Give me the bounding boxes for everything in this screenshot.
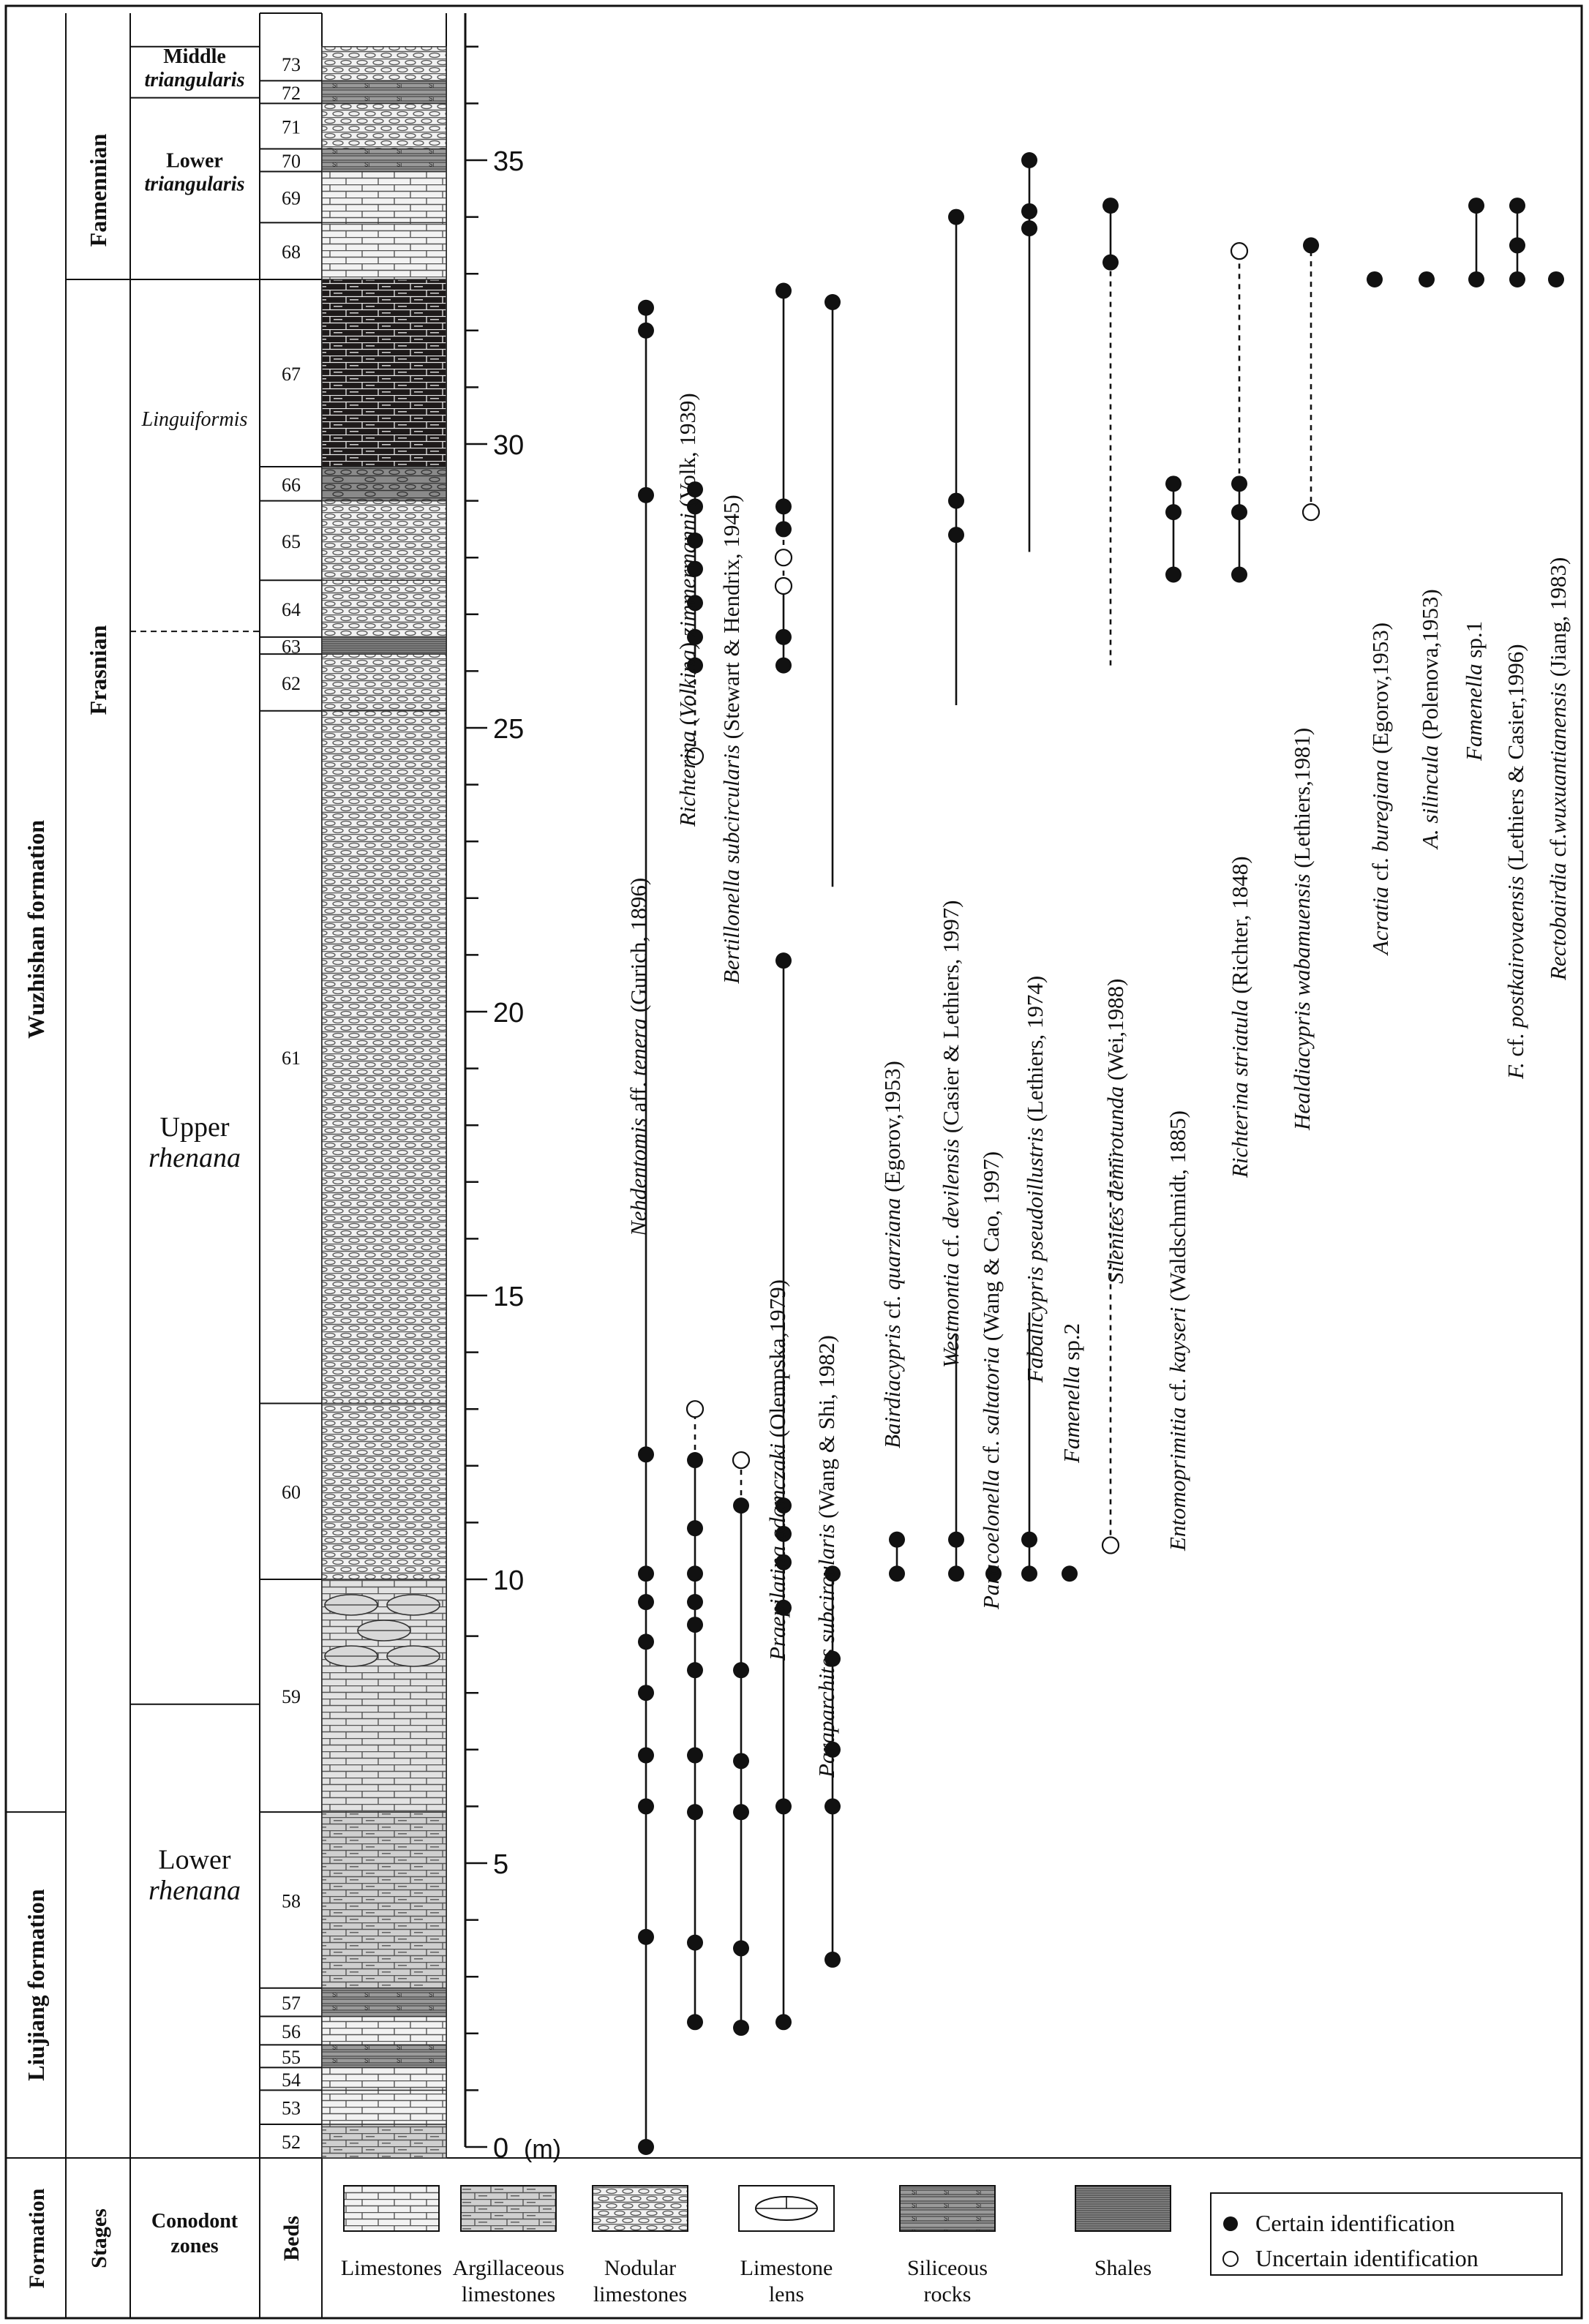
taxon-name-part: (Lethiers & Casier,1996) [1503,644,1528,876]
bed-66-lithology [322,467,446,501]
axis-tick-label: 20 [493,998,525,1028]
taxon-name [1461,621,1487,761]
certain-occurrence [948,1565,964,1582]
bed-number: 71 [282,116,301,138]
bed-number: 60 [282,1481,301,1503]
taxon-range [1227,243,1252,1178]
zone-line2: rhenana [149,1875,241,1906]
axis-unit: (m) [524,2135,561,2163]
certain-occurrence [638,1929,654,1945]
certain-occurrence [687,1594,703,1610]
certain-occurrence [889,1565,905,1582]
uncertain-occurrence [775,549,792,565]
bed-number: 53 [282,2097,301,2119]
bed-55-lithology [322,2045,446,2067]
legend-swatch-nodular [593,2186,688,2231]
legend-label: Nodular [604,2256,677,2280]
certain-occurrence [733,1497,749,1513]
conodont-zone-label [149,1845,241,1906]
uncertain-legend-label: Uncertain identification [1255,2245,1479,2271]
certain-occurrence [1468,271,1484,287]
certain-occurrence [948,209,964,225]
certain-occurrence [1021,152,1037,168]
taxon-name-part: tenera [626,1018,651,1077]
certain-occurrence [733,1940,749,1956]
taxon-range [1545,271,1571,981]
taxon-name-part: Famenella [1059,1366,1084,1463]
taxon-name-part: cf. [1545,833,1571,863]
taxon-name-part: cf. [879,1290,905,1325]
bed-number: 62 [282,672,301,694]
taxon-name-part: Acratia [1367,887,1393,955]
certain-occurrence [1548,271,1564,287]
certain-occurrence [775,658,792,674]
taxon-range [1289,237,1319,1131]
legend-label: limestones [593,2282,688,2306]
certain-occurrence [733,1753,749,1769]
taxon-name-part: Praepilatina adamczaki [765,1443,790,1661]
bed-70-lithology [322,148,446,171]
conodont-zone-label [149,1112,241,1173]
certain-occurrence [687,1565,703,1582]
certain-occurrence [733,1662,749,1678]
bed-68-lithology [322,222,446,279]
certain-occurrence [687,1662,703,1678]
certain-legend-label: Certain identification [1255,2210,1455,2236]
zone-line1: Lower [158,1844,231,1876]
taxon-range [1503,198,1528,1080]
bed-53-lithology [322,2090,446,2124]
taxon-name-part: Volkina [675,650,700,718]
certain-occurrence [638,1594,654,1610]
certain-occurrence [638,1446,654,1462]
certain-occurrence [687,1935,703,1951]
zone-line1: Upper [159,1112,230,1143]
zone-line1: Middle [163,45,226,68]
certain-occurrence [824,1798,841,1814]
axis-tick-label: 0 [493,2133,509,2164]
certain-occurrence [638,1685,654,1701]
beds-header: Beds [279,2216,304,2261]
taxon-range [1102,198,1128,1553]
taxon-name-part: Fabalicypris pseudoillustris [1022,1127,1048,1383]
certain-occurrence [775,498,792,514]
taxon-name-part: Healdiacypris wabamuensis [1289,873,1315,1130]
taxon-name [1022,976,1048,1383]
taxon-name-part: (Casier & Lethiers, 1997) [938,900,963,1139]
taxon-range [1461,198,1487,761]
bed-number: 57 [282,1993,301,2015]
certain-occurrence [1102,255,1119,271]
taxon-name-part: Rectobairdia [1545,862,1571,980]
legend-label: Siliceous [907,2256,988,2280]
legend-label: limestones [461,2282,556,2306]
formation-header: Formation [25,2188,49,2289]
conodont-zone-label [145,150,245,196]
certain-occurrence [638,1798,654,1814]
taxon-range [675,393,703,2030]
taxon-range [718,494,749,2036]
legend-label: Shales [1094,2256,1152,2280]
taxon-name-part: ) [675,636,700,650]
formation-name: Liujiang formation [23,1889,49,2081]
bed-number: 61 [282,1048,301,1069]
taxon-name [626,878,651,1237]
stratigraphic-columns [6,45,304,2289]
uncertain-occurrence [1102,1537,1119,1553]
taxon-name-part: (Egorov,1953) [879,1061,905,1198]
taxon-name-part: cf. [978,1434,1004,1470]
taxon-range [765,282,792,2030]
uncertain-legend-icon [1223,2252,1238,2266]
certain-occurrence [733,1804,749,1820]
certain-occurrence [733,2020,749,2036]
conodont-zones-header-line1: Conodont [151,2210,238,2233]
bed-67-lithology [322,279,446,467]
stages-header: Stages [87,2208,111,2268]
taxon-name-part: Westmontia [938,1263,963,1368]
taxon-name-part: postkairovaensis [1503,876,1528,1028]
taxon-name-part: (Volk, 1939) [675,393,700,514]
certain-occurrence [1021,1532,1037,1548]
uncertain-occurrence [1231,243,1247,259]
bed-number: 58 [282,1890,301,1912]
bed-number: 64 [282,599,301,621]
certain-occurrence [687,1748,703,1764]
axis-tick-label: 10 [493,1565,525,1596]
certain-occurrence [889,1532,905,1548]
zone-line2: rhenana [149,1143,241,1174]
certain-occurrence [1021,220,1037,236]
bed-69-lithology [322,172,446,223]
taxon-name-part: Silenites demirotunda [1102,1086,1128,1284]
axis-tick-label: 35 [493,146,525,177]
taxon-name-part: wuxuantianensis [1545,682,1571,834]
taxon-name-part: cf. [938,1228,963,1263]
certain-occurrence [1303,237,1319,253]
taxon-name [938,900,963,1368]
bed-63-lithology [322,637,446,654]
taxon-name-part: (Jiang, 1983) [1545,557,1571,683]
taxon-name-part: quarziana [879,1197,905,1290]
taxon-range [1367,271,1393,956]
conodont-zone-label [141,408,248,431]
certain-occurrence [1165,475,1182,492]
taxon-name-part: aff. [626,1076,651,1118]
taxon-name-part: Bertillonella subcircularis [718,745,744,984]
bed-number: 66 [282,474,301,496]
taxon-name-part: (Wei,1988) [1102,978,1128,1086]
certain-occurrence [775,2014,792,2030]
taxon-name [1165,1110,1190,1552]
taxon-name-part: ( [675,718,700,732]
legend-swatch-siliceous [900,2186,995,2231]
uncertain-occurrence [1303,504,1319,520]
taxon-name [718,494,744,984]
figure-frame [6,6,1582,2319]
bed-54-lithology [322,2067,446,2090]
taxon-name-part: zimmermanni [675,513,700,636]
certain-occurrence [638,487,654,503]
taxon-name-part: sp.1 [1461,620,1487,664]
taxon-name-part: saltatoria [978,1346,1004,1435]
taxon-name-part: (Stewart & Hendrix, 1945) [718,494,744,745]
taxon-range [1417,271,1443,850]
certain-occurrence [1231,475,1247,492]
outer-border [6,6,1582,2318]
certain-occurrence [1165,504,1182,520]
legend-label: Limestones [340,2256,443,2280]
bed-number: 55 [282,2046,301,2068]
certain-occurrence [638,1633,654,1650]
certain-occurrence [1509,237,1525,253]
bed-number: 63 [282,636,301,658]
bed-62-lithology [322,654,446,711]
bed-58-lithology [322,1812,446,1988]
conodont-zones-header [151,2210,238,2257]
taxon-name [1545,557,1571,981]
taxon-name-part: devilensis [938,1138,963,1229]
axis-tick-label: 5 [493,1849,509,1880]
bed-72-lithology [322,80,446,103]
legend-label: Limestone [740,2256,833,2280]
bed-number: 72 [282,82,301,104]
legend-swatch-argillaceous [461,2186,556,2231]
taxon-name [879,1061,905,1448]
taxon-name [1367,623,1393,956]
taxon-range [938,209,964,1582]
certain-occurrence [948,527,964,543]
legend-label: lens [768,2282,805,2306]
axis-tick-label: 25 [493,714,525,745]
taxon-name-part: Famenella [1461,663,1487,761]
bed-number: 70 [282,151,301,172]
taxon-name-part: (Olempska,1979) [765,1279,790,1443]
bed-number: 67 [282,364,301,385]
taxon-name [1503,644,1528,1080]
taxon-name-part: cf. [1503,1027,1528,1063]
taxon-name-part: (Egorov,1953) [1367,622,1393,760]
certain-occurrence [775,282,792,298]
taxon-range [1059,1323,1084,1582]
taxon-range [1165,475,1190,1552]
taxon-name-part: buregiana [1367,759,1393,852]
taxon-name-part: Richterina striatula [1227,999,1252,1178]
taxon-name [1059,1323,1084,1464]
taxon-name [765,1279,790,1661]
taxon-name-part: Paracoelonella [978,1469,1004,1609]
certain-occurrence [638,323,654,339]
axis-tick-label: 30 [493,430,525,461]
certain-occurrence [1509,198,1525,214]
bed-73-lithology [322,47,446,81]
certain-occurrence [638,1565,654,1582]
conodont-zone-label [145,45,245,91]
certain-occurrence [775,629,792,645]
taxon-name [1227,856,1252,1178]
bed-60-lithology [322,1403,446,1579]
certain-occurrence [638,1748,654,1764]
certain-occurrence [687,1452,703,1468]
uncertain-occurrence [775,578,792,594]
bed-number: 73 [282,54,301,76]
certain-occurrence [1062,1565,1078,1582]
bed-number: 59 [282,1686,301,1708]
certain-occurrence [1367,271,1383,287]
zone-line2: triangularis [144,68,245,91]
certain-occurrence [638,300,654,316]
uncertain-occurrence [687,1401,703,1417]
certain-occurrence [1231,504,1247,520]
bed-number: 54 [282,2069,301,2091]
bed-52-lithology [322,2124,446,2158]
bed-56-lithology [322,2017,446,2045]
legend-swatch-shale [1075,2186,1171,2231]
taxon-name-part: (Gurich, 1896) [626,877,651,1018]
taxon-ranges [626,152,1571,2155]
taxon-name-part: (Waldschmidt, 1885) [1165,1110,1190,1307]
taxon-range [879,1061,905,1582]
conodont-zones-header-line2: zones [170,2235,219,2257]
certain-occurrence [1509,271,1525,287]
taxon-name [675,393,700,827]
taxon-name-part: Entomoprimitia [1165,1407,1190,1551]
zone-line2: triangularis [144,173,245,196]
taxon-name-part: (Wang & Shi, 1982) [814,1335,839,1524]
certain-occurrence [1231,566,1247,582]
certain-occurrence [1021,203,1037,219]
legend-label: Argillaceous [452,2256,565,2280]
stage-name: Frasnian [85,625,111,715]
taxon-range [1021,152,1048,1582]
uncertain-occurrence [733,1452,749,1468]
bed-64-lithology [322,580,446,637]
certain-occurrence [687,1617,703,1633]
legend [341,2186,1562,2306]
certain-occurrence [1468,198,1484,214]
certain-occurrence [948,493,964,509]
taxon-name-part: F. [1503,1062,1528,1079]
bed-number: 56 [282,2020,301,2042]
taxon-name-part: (Polenova,1953) [1417,589,1443,745]
taxon-name-part: (Lethiers,1981) [1289,727,1315,874]
bed-71-lithology [322,103,446,148]
taxon-name-part: (Richter, 1848) [1227,856,1252,1000]
certain-occurrence [1419,271,1435,287]
axis-tick-label: 15 [493,1282,525,1312]
taxon-name-part: cf. [1165,1372,1190,1407]
taxon-name [814,1335,839,1778]
legend-swatch-limestone [344,2186,439,2231]
lithologic-column [260,13,446,2158]
certain-occurrence [1165,566,1182,582]
bed-number: 69 [282,187,301,209]
depth-axis [465,13,561,2164]
taxon-name [1289,728,1315,1131]
taxon-name-part: cf. [1367,851,1393,887]
certain-occurrence [687,1520,703,1536]
certain-occurrence [1021,1565,1037,1582]
bed-number: 68 [282,241,301,263]
certain-occurrence [775,952,792,969]
bed-61-lithology [322,711,446,1404]
zone-line1: Lower [166,149,223,173]
bed-number: 65 [282,530,301,552]
certain-occurrence [775,521,792,537]
taxon-name-part: (Lethiers, 1974) [1022,975,1048,1128]
taxon-name-part: Richterina [675,731,700,827]
taxon-name [978,1151,1004,1610]
certain-occurrence [638,2139,654,2155]
taxon-range [814,294,841,1968]
certain-legend-icon [1223,2216,1238,2231]
certain-occurrence [824,1952,841,1968]
certain-occurrence [824,294,841,310]
zone-line2: Linguiformis [141,407,248,431]
taxon-name-part: (Wang & Cao, 1997) [978,1151,1004,1347]
bed-57-lithology [322,1988,446,2017]
taxon-name-part: kayseri [1165,1306,1190,1373]
formation-name: Wuzhishan formation [23,819,49,1039]
taxon-name-part: A. silincula [1417,745,1443,849]
taxon-name [1102,979,1128,1284]
taxon-name-part: Bairdiacypris [879,1324,905,1448]
legend-label: rocks [923,2282,972,2306]
bed-65-lithology [322,501,446,581]
certain-occurrence [775,1798,792,1814]
taxon-name-part: Paraparchites subcircularis [814,1524,839,1778]
taxon-range [978,1151,1004,1610]
stage-name: Famennian [85,133,111,247]
taxon-name [1417,589,1443,850]
taxon-name-part: Nehdentomis [626,1118,651,1236]
certain-occurrence [687,1804,703,1820]
certain-occurrence [687,2014,703,2030]
certain-occurrence [948,1532,964,1548]
bed-number: 52 [282,2131,301,2153]
certain-occurrence [1102,198,1119,214]
taxon-name-part: sp.2 [1059,1323,1084,1366]
taxon-range [626,300,654,2155]
